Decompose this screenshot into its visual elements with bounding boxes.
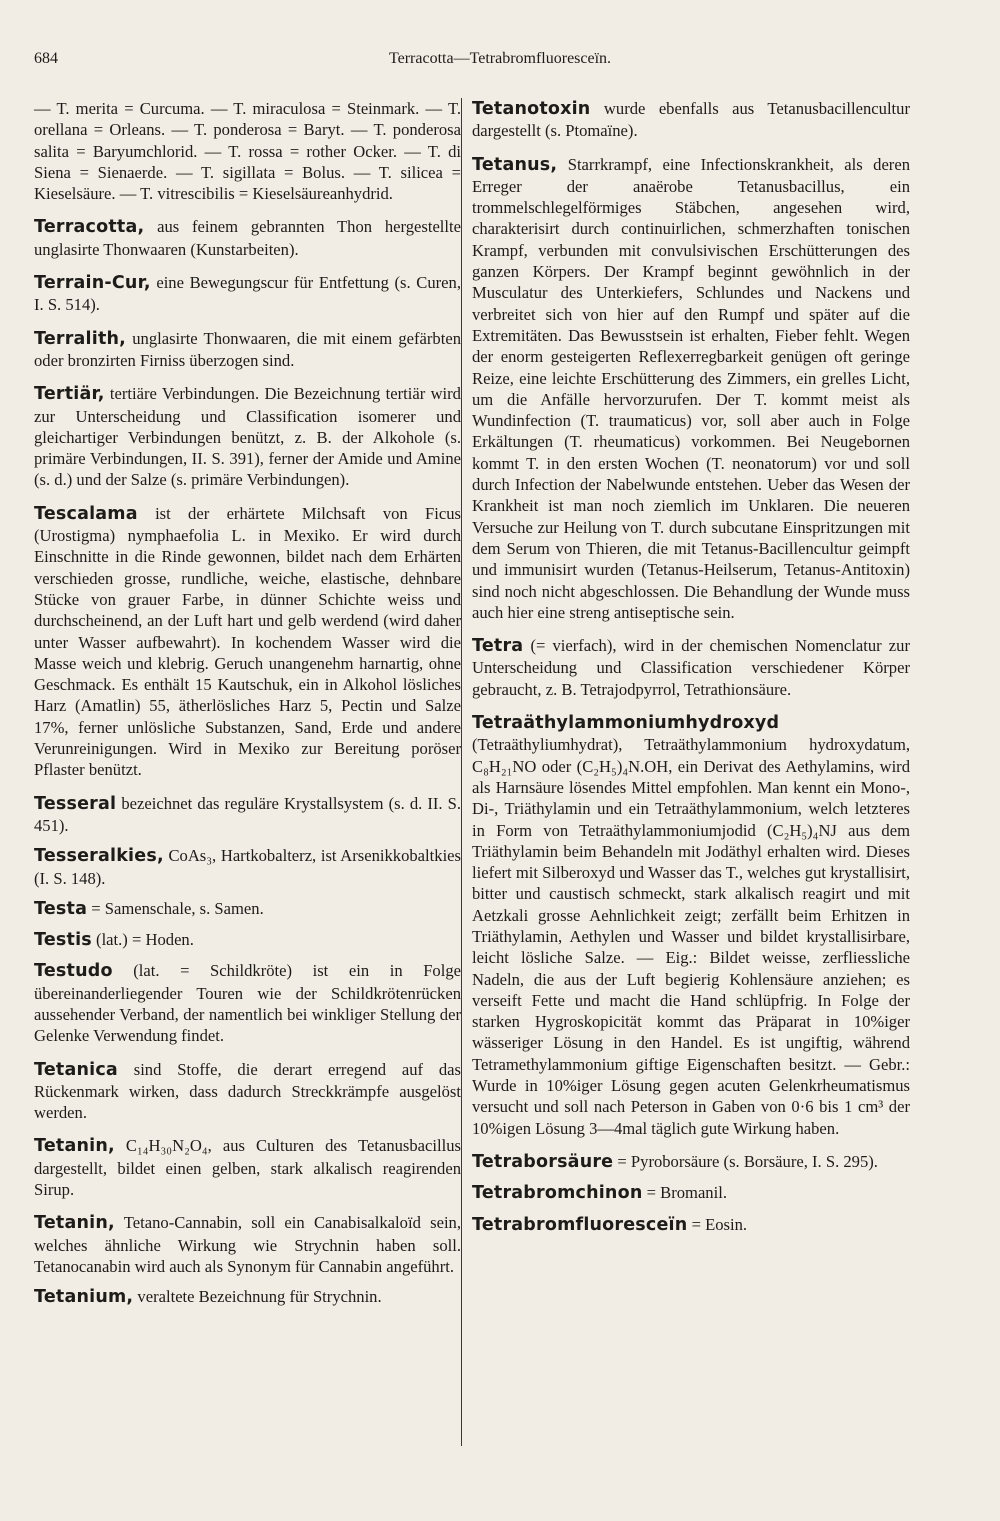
left-column	[34, 98, 461, 1481]
entry-term: Tetanica	[34, 1059, 118, 1080]
entry-tetanin-1	[34, 1135, 461, 1200]
column-divider	[461, 98, 462, 1446]
entry-tetanica	[34, 1059, 461, 1124]
entry-text: wurde ebenfalls aus Tetanusbacillencultur dargestellt (s. Ptomaïne).	[472, 99, 910, 141]
entry-tescalama	[34, 503, 461, 781]
running-title: Terracotta—Tetrabromfluoresceïn.	[388, 50, 612, 67]
entry-text: ist der erhärtete Milchsaft von Ficus (Urostigma) nymphaefolia L. in Mexiko. Er wird durch Einschnitte in die Rinde gewonnen, bildet nach dem Erhärten verschieden grosse, rundliche, weiche, elastische, dehnbare Stücke von grauer Farbe, in dünner Schichte weiss und durchscheinend, an der Luft hart und gelb werdend (wird daher unter Wasser aufbewahrt). In kochendem Wasser wird die Masse weich und klebrig. Geruch unangenehm harnartig, ohne Geschmack. Es enthält 15 Kautschuk, ein in Alkohol lösliches Harz (Amatlin) 55, ätherlösliches Harz 5, Pectin und Salze 17%, ferner unlösliche Substanzen, Sand, Erde und andere Verunreinigungen. Wird in Mexiko zur Bereitung poröser Pflaster benützt.	[34, 503, 461, 780]
entry-term: Terracotta,	[34, 217, 145, 238]
entry-tetanin-2	[34, 1212, 461, 1277]
entry-text: (= vierfach), wird in der chemischen Nomenclatur zur Unterscheidung und Classification verschiedener Körper gebraucht, z. B. Tetrajodpyrrol, Tetrathionsäure.	[472, 636, 910, 699]
entry-text: tertiäre Verbindungen. Die Bezeichnung tertiär wird zur Unterscheidung und Classification isomerer und gleichartiger Verbindungen benützt, z. B. der Alkohole (s. primäre Verbindungen, II. S. 391), ferner der Amide und Amine (s. d.) und der Salze (s. primäre Verbindungen).	[34, 384, 461, 490]
entry-tetanotoxin	[472, 98, 910, 142]
entry-text: bezeichnet das reguläre Krystallsystem (s. d. II. S. 451).	[34, 793, 462, 835]
entry-text: veraltete Bezeichnung für Strychnin.	[137, 1287, 382, 1307]
entry-tetraaethylammoniumhydroxyd	[472, 712, 910, 1139]
entry-text: C₁₄H₃₀N₂O₄, aus Culturen des Tetanusbacillus dargestellt, bildet einen gelben, stark alkalisch reagirenden Sirup.	[34, 1136, 461, 1200]
entry-tertiaer	[34, 383, 461, 490]
entry-term: Tetraäthylammoniumhydroxyd	[472, 713, 780, 734]
entry-term: Tetanin,	[34, 1213, 115, 1234]
entry-term: Tetraborsäure	[472, 1151, 614, 1172]
entry-tesseralkies	[34, 845, 461, 889]
entry-text: = Samenschale, s. Samen.	[91, 898, 264, 918]
entry-text: Starrkrampf, eine Infectionskrankheit, als deren Erreger der anaërobe Tetanusbacillus, ein trommelschlegelförmiges Stäbchen, angesehen wird, charakterisirt durch continuirlichen, schmerzhaften tonischen Krampf, verbunden mit convulsivischen Erschütterungen des ganzen Körpers. Der Krampf beginnt gewöhnlich in der Musculatur des Unterkiefers, Schlundes und Nackens und verbreitet sich von hier auf den Rumpf und später auf die Extremitäten. Das Bewusstsein ist erhalten, Fieber fehlt. Wegen der enorm gesteigerten Reflexerregbarkeit genügen oft geringe Reize, eine leichte Erschütterung des Zimmers, ein grelles Licht, um die Anfälle hervorzurufen. Der T. kommt meist als Wundinfection (T. traumaticus) vor, soll aber auch in Folge Erkältungen (T. rheumaticus) vorkommen. Bei Neugebornen kommt T. in den ersten Wochen (T. neonatorum) vor und soll durch Infection der Nabelwunde entstehen. Ueber das Wesen der Krankheit ist man noch ziemlich im Unklaren. Die neueren Versuche zur Heilung von T. durch subcutane Einspritzungen mit dem Serum von Thieren, die mit Tetanus-Bacillencultur geimpft und immunisirt wurden (Tetanus-Heilserum, Tetanus-Antitoxin) sind noch nicht abgeschlossen. Die Behandlung der Wunde muss auch hier eine streng antiseptische sein.	[472, 154, 910, 622]
entry-testudo	[34, 960, 461, 1046]
entry-text: CoAs₃, Hartkobalterz, ist Arsenikkobaltkies (I. S. 148).	[34, 846, 461, 888]
entry-term: Tetanin,	[34, 1136, 115, 1157]
entry-term: Tesseralkies,	[34, 846, 164, 867]
entry-tesseral	[34, 793, 461, 837]
entry-term: Testis	[34, 930, 92, 951]
entry-testa	[34, 898, 461, 920]
entry-text: sind Stoffe, die derart erregend auf das Rückenmark wirken, dass dadurch Streckkrämpfe ausgelöst werden.	[34, 1059, 461, 1123]
entry-text: eine Bewegungscur für Entfettung (s. Curen, I. S. 514).	[34, 273, 461, 315]
entry-tetrabromchinon	[472, 1182, 910, 1204]
entry-text: unglasirte Thonwaaren, die mit einem gefärbten oder bronzirten Firniss überzogen sind.	[34, 328, 462, 370]
entry-text: = Eosin.	[691, 1214, 748, 1234]
entry-text: (Tetraäthyliumhydrat), Tetraäthylammonium hydroxydatum, C₈H₂₁NO oder (C₂H₅)₄N.OH, ein Derivat des Aethylamins, wird als Harnsäure lösendes Mittel empfohlen. Man kennt ein Mono-, Di-, Triäthylamin und ein Tetraäthylammonium, welch letzteres in Form von Tetraäthylammoniumjodid (C₂H₅)₄NJ aus dem Triäthylamin beim Behandeln mit Jodäthyl erhalten wird. Dieses liefert mit Silberoxyd und Wasser das T., welches gut krystallisirt, bitter und caustisch schmeckt, stark alkalisch reagirt und mit Aetzkali grosse Aehnlichkeit zeigt; zerfällt beim Erhitzen in Triäthylamin, Aethylen und Wasser und bildet krystallisirbare, leicht lösliche Salze. — Eig.: Bildet weisse, zerfliessliche Nadeln, die aus der Luft begierig Kohlensäure anziehen; es verseift Fette und macht die Hand schlüpfrig. In Folge der starken Hygroskopicität kommt das Präparat in 10%iger wässeriger Lösung in den Handel. Es ist ungiftig, während Tetramethylammonium giftige Eigenschaften besitzt. — Gebr.: Wurde in 10%iger Lösung gegen acuten Gelenkrheumatismus versucht und soll nach Peterson in Gaben von 0·6 bis 1 cm³ der 10%igen Lösung 3—4mal täglich gute Wirkung haben.	[472, 735, 910, 1138]
entry-term: Tesseral	[34, 793, 117, 814]
entry-term: Tetra	[472, 636, 524, 657]
entry-text: Tetano-Cannabin, soll ein Canabisalkaloïd sein, welches ähnliche Wirkung wie Strychnin haben soll. Tetanocanabin wird auch als Synonym für Cannabin angeführt.	[34, 1213, 461, 1276]
entry-term: Tetrabromchinon	[472, 1183, 643, 1204]
entry-text: aus feinem gebrannten Thon hergestellte unglasirte Thonwaaren (Kunstarbeiten).	[34, 217, 462, 259]
entry-term: Tetrabromfluoresceïn	[472, 1214, 688, 1235]
entry-text: (lat.) = Hoden.	[96, 930, 194, 950]
entry-term: Tertiär,	[34, 384, 105, 405]
entry-tetra	[472, 635, 910, 700]
entry-text: — T. merita = Curcuma. — T. miraculosa = Steinmark. — T. orellana = Orleans. — T. ponderosa = Baryt. — T. ponderosa salita = Baryumchlorid. — T. rossa = rother Ocker. — T. di Siena = Sienaerde. — T. sigillata = Bolus. — T. silicea = Kieselsäure. — T. vitrescibilis = Kieselsäureanhydrid.	[34, 99, 461, 204]
entry-tetrabromfluorescein	[472, 1214, 910, 1236]
entry-term: Testudo	[34, 961, 113, 982]
entry-term: Terralith,	[34, 328, 127, 349]
entry-terrain-cur	[34, 272, 461, 316]
page-header	[34, 50, 966, 72]
right-column	[472, 98, 910, 1481]
entry-term: Testa	[34, 898, 88, 919]
entry-tetanium	[34, 1286, 461, 1308]
entry-term: Terrain-Cur,	[34, 273, 151, 294]
entry-text: (lat. = Schildkröte) ist ein in Folge übereinanderliegender Touren wie der Schildkrötenrücken aussehender Verband, der namentlich bei winkliger Stellung der Gelenke Verwendung findet.	[34, 961, 461, 1046]
entry-tetraborsaeure	[472, 1151, 910, 1173]
entry-continuation	[34, 98, 461, 204]
entry-term: Tetanium,	[34, 1287, 134, 1308]
entry-term: Tetanotoxin	[472, 99, 591, 119]
entry-term: Tescalama	[34, 503, 138, 524]
entry-terracotta	[34, 216, 461, 260]
entry-term: Tetanus,	[472, 154, 558, 175]
entry-terralith	[34, 328, 461, 372]
page-number: 684	[34, 50, 58, 67]
entry-text: = Bromanil.	[646, 1183, 727, 1203]
entry-text: = Pyroborsäure (s. Borsäure, I. S. 295).	[617, 1151, 878, 1171]
entry-tetanus	[472, 154, 910, 624]
entry-testis	[34, 929, 461, 951]
